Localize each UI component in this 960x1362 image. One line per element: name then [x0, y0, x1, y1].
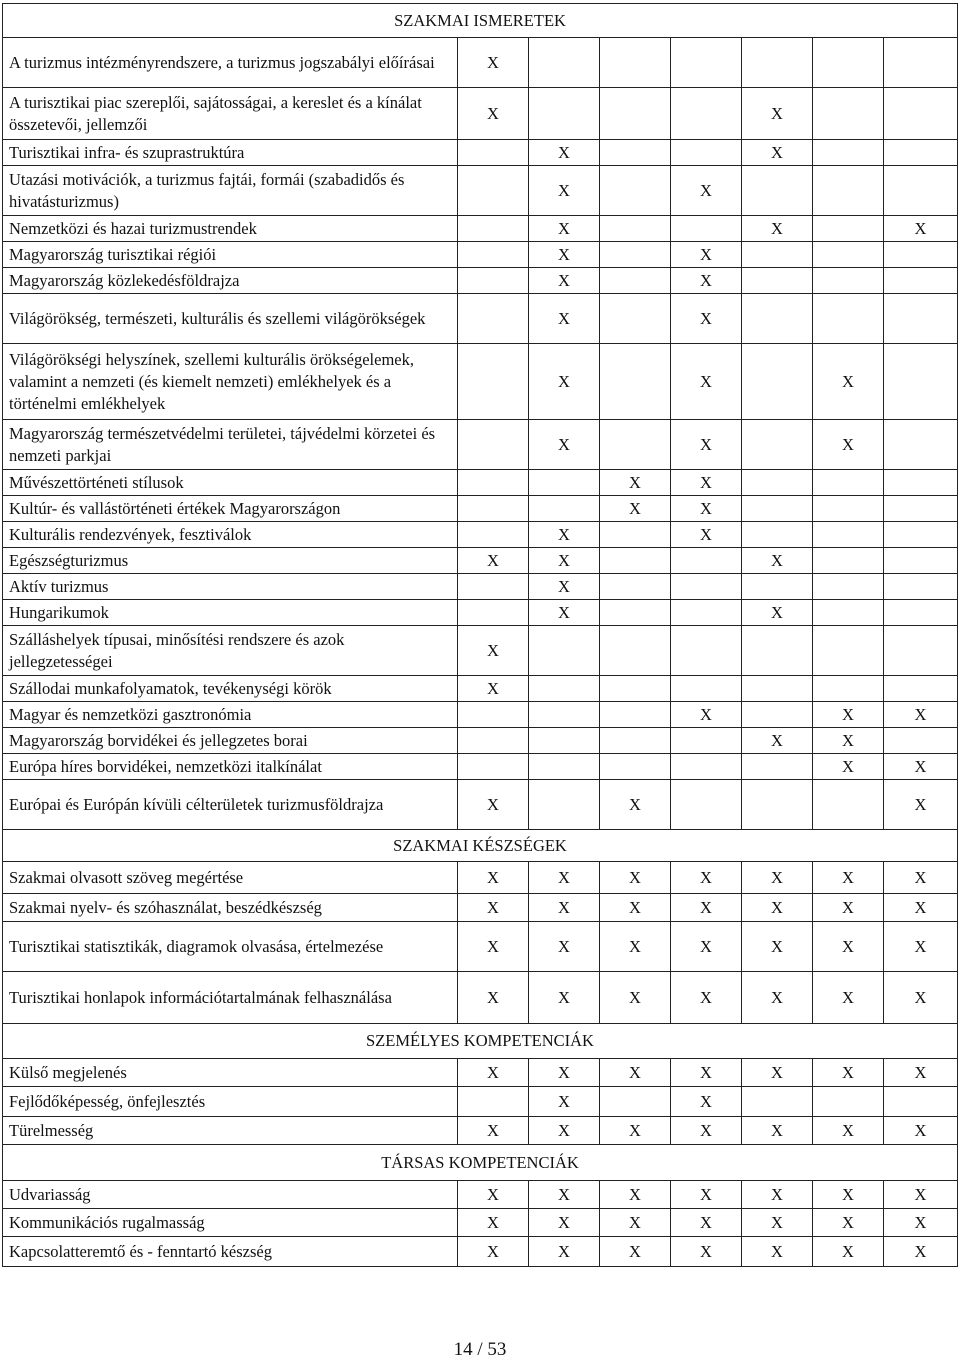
- mark-cell: X: [529, 922, 600, 972]
- mark-cell: [742, 166, 813, 216]
- mark-cell: [458, 496, 529, 522]
- mark-cell: [884, 548, 958, 574]
- row-label: Aktív turizmus: [3, 574, 458, 600]
- row-label: Fejlődőképesség, önfejlesztés: [3, 1087, 458, 1117]
- mark-cell: [742, 574, 813, 600]
- mark-cell: X: [458, 862, 529, 894]
- row-label: Kapcsolatteremtő és - fenntartó készség: [3, 1237, 458, 1267]
- mark-cell: [671, 38, 742, 88]
- mark-cell: [600, 600, 671, 626]
- mark-cell: X: [458, 626, 529, 676]
- mark-cell: [671, 754, 742, 780]
- mark-cell: [458, 1087, 529, 1117]
- mark-cell: X: [884, 1117, 958, 1145]
- mark-cell: [813, 626, 884, 676]
- mark-cell: [742, 242, 813, 268]
- mark-cell: X: [884, 1059, 958, 1087]
- table-row: [3, 922, 958, 972]
- mark-cell: X: [458, 894, 529, 922]
- mark-cell: [813, 676, 884, 702]
- section-title: SZAKMAI ISMERETEK: [3, 4, 958, 38]
- mark-cell: [458, 268, 529, 294]
- mark-cell: [458, 728, 529, 754]
- row-label: Türelmesség: [3, 1117, 458, 1145]
- mark-cell: X: [458, 88, 529, 140]
- mark-cell: X: [529, 344, 600, 420]
- mark-cell: X: [458, 548, 529, 574]
- mark-cell: X: [458, 1059, 529, 1087]
- section-title: SZAKMAI KÉSZSÉGEK: [3, 830, 958, 862]
- mark-cell: X: [813, 420, 884, 470]
- mark-cell: X: [742, 88, 813, 140]
- mark-cell: [671, 140, 742, 166]
- mark-cell: X: [529, 972, 600, 1024]
- table-row: [3, 420, 958, 470]
- mark-cell: [813, 242, 884, 268]
- mark-cell: X: [671, 496, 742, 522]
- mark-cell: X: [600, 1181, 671, 1209]
- row-label: Magyar és nemzetközi gasztronómia: [3, 702, 458, 728]
- mark-cell: [529, 676, 600, 702]
- mark-cell: [813, 548, 884, 574]
- mark-cell: [813, 88, 884, 140]
- mark-cell: [813, 294, 884, 344]
- mark-cell: [671, 574, 742, 600]
- mark-cell: [600, 166, 671, 216]
- mark-cell: [458, 216, 529, 242]
- table-row: [3, 728, 958, 754]
- row-label: Világörökségi helyszínek, szellemi kulturális örökségelemek, valamint a nemzeti (és kiemelt nemzeti) emlékhelyek és a történelmi emlékhelyek: [3, 344, 458, 420]
- table-row: [3, 344, 958, 420]
- row-label: Kulturális rendezvények, fesztiválok: [3, 522, 458, 548]
- mark-cell: [742, 1087, 813, 1117]
- mark-cell: [884, 88, 958, 140]
- mark-cell: [742, 780, 813, 830]
- mark-cell: X: [529, 1117, 600, 1145]
- row-label: Szállodai munkafolyamatok, tevékenységi körök: [3, 676, 458, 702]
- mark-cell: X: [671, 1059, 742, 1087]
- page-number: 14 / 53: [453, 1339, 507, 1360]
- row-label: Szakmai nyelv- és szóhasználat, beszédkészség: [3, 894, 458, 922]
- mark-cell: [529, 754, 600, 780]
- table-row: [3, 754, 958, 780]
- mark-cell: X: [742, 972, 813, 1024]
- mark-cell: X: [813, 728, 884, 754]
- mark-cell: [600, 38, 671, 88]
- mark-cell: X: [600, 470, 671, 496]
- mark-cell: [600, 268, 671, 294]
- mark-cell: X: [884, 754, 958, 780]
- row-label: Turisztikai infra- és szuprastruktúra: [3, 140, 458, 166]
- table-row: [3, 1059, 958, 1087]
- row-label: Európai és Európán kívüli célterületek turizmusföldrajza: [3, 780, 458, 830]
- mark-cell: [813, 216, 884, 242]
- mark-cell: X: [529, 140, 600, 166]
- mark-cell: X: [813, 1117, 884, 1145]
- mark-cell: X: [742, 1117, 813, 1145]
- mark-cell: X: [458, 1209, 529, 1237]
- mark-cell: [742, 420, 813, 470]
- mark-cell: X: [884, 922, 958, 972]
- table-row: [3, 1209, 958, 1237]
- mark-cell: [813, 1087, 884, 1117]
- table-row: [3, 676, 958, 702]
- mark-cell: X: [671, 702, 742, 728]
- mark-cell: X: [529, 166, 600, 216]
- table-row: [3, 1237, 958, 1267]
- mark-cell: [813, 140, 884, 166]
- table-row: [3, 216, 958, 242]
- mark-cell: X: [742, 1181, 813, 1209]
- mark-cell: X: [671, 1209, 742, 1237]
- mark-cell: X: [529, 1087, 600, 1117]
- mark-cell: X: [529, 420, 600, 470]
- mark-cell: [600, 242, 671, 268]
- row-label: Turisztikai statisztikák, diagramok olvasása, értelmezése: [3, 922, 458, 972]
- mark-cell: [742, 754, 813, 780]
- row-label: Magyarország turisztikai régiói: [3, 242, 458, 268]
- mark-cell: X: [742, 728, 813, 754]
- mark-cell: [600, 702, 671, 728]
- mark-cell: [458, 522, 529, 548]
- mark-cell: [600, 728, 671, 754]
- mark-cell: [600, 754, 671, 780]
- mark-cell: [884, 522, 958, 548]
- mark-cell: X: [600, 1209, 671, 1237]
- mark-cell: X: [813, 862, 884, 894]
- mark-cell: X: [671, 894, 742, 922]
- mark-cell: [884, 38, 958, 88]
- mark-cell: X: [884, 972, 958, 1024]
- table-row: [3, 574, 958, 600]
- row-label: Hungarikumok: [3, 600, 458, 626]
- mark-cell: X: [884, 862, 958, 894]
- table-row: [3, 242, 958, 268]
- table-row: [3, 548, 958, 574]
- mark-cell: X: [458, 780, 529, 830]
- mark-cell: [671, 780, 742, 830]
- mark-cell: X: [458, 972, 529, 1024]
- mark-cell: X: [671, 862, 742, 894]
- mark-cell: [813, 268, 884, 294]
- mark-cell: [529, 780, 600, 830]
- mark-cell: X: [884, 702, 958, 728]
- mark-cell: X: [529, 1181, 600, 1209]
- table-row: [3, 470, 958, 496]
- mark-cell: [600, 548, 671, 574]
- mark-cell: X: [458, 38, 529, 88]
- mark-cell: [458, 470, 529, 496]
- mark-cell: X: [884, 894, 958, 922]
- competency-matrix-table: [2, 3, 958, 1267]
- mark-cell: X: [671, 344, 742, 420]
- mark-cell: X: [529, 1059, 600, 1087]
- section-title: TÁRSAS KOMPETENCIÁK: [3, 1145, 958, 1181]
- mark-cell: X: [671, 268, 742, 294]
- mark-cell: [884, 676, 958, 702]
- mark-cell: [742, 268, 813, 294]
- mark-cell: [529, 470, 600, 496]
- mark-cell: X: [742, 922, 813, 972]
- mark-cell: [600, 626, 671, 676]
- mark-cell: [458, 344, 529, 420]
- mark-cell: [600, 676, 671, 702]
- mark-cell: X: [529, 1237, 600, 1267]
- mark-cell: [742, 470, 813, 496]
- mark-cell: X: [742, 216, 813, 242]
- row-label: Világörökség, természeti, kulturális és szellemi világörökségek: [3, 294, 458, 344]
- mark-cell: [884, 268, 958, 294]
- mark-cell: X: [813, 1181, 884, 1209]
- mark-cell: [742, 626, 813, 676]
- mark-cell: [671, 216, 742, 242]
- table-row: [3, 600, 958, 626]
- mark-cell: X: [671, 1181, 742, 1209]
- mark-cell: X: [813, 894, 884, 922]
- mark-cell: X: [742, 600, 813, 626]
- row-label: Szakmai olvasott szöveg megértése: [3, 862, 458, 894]
- mark-cell: X: [529, 548, 600, 574]
- mark-cell: X: [813, 972, 884, 1024]
- mark-cell: [529, 88, 600, 140]
- mark-cell: X: [529, 216, 600, 242]
- table-row: [3, 780, 958, 830]
- mark-cell: [458, 754, 529, 780]
- mark-cell: X: [671, 420, 742, 470]
- row-label: Utazási motivációk, a turizmus fajtái, formái (szabadidős és hivatásturizmus): [3, 166, 458, 216]
- mark-cell: [458, 600, 529, 626]
- mark-cell: [884, 242, 958, 268]
- table-row: [3, 862, 958, 894]
- mark-cell: [600, 294, 671, 344]
- mark-cell: X: [529, 574, 600, 600]
- mark-cell: X: [813, 702, 884, 728]
- mark-cell: [458, 574, 529, 600]
- mark-cell: X: [671, 1237, 742, 1267]
- section-header-row: [3, 830, 958, 862]
- mark-cell: X: [600, 922, 671, 972]
- table-row: [3, 166, 958, 216]
- mark-cell: [600, 1087, 671, 1117]
- mark-cell: X: [813, 922, 884, 972]
- mark-cell: X: [458, 1237, 529, 1267]
- mark-cell: [671, 626, 742, 676]
- mark-cell: [671, 548, 742, 574]
- mark-cell: [884, 140, 958, 166]
- mark-cell: [884, 626, 958, 676]
- mark-cell: X: [529, 894, 600, 922]
- mark-cell: X: [671, 922, 742, 972]
- row-label: Európa híres borvidékei, nemzetközi italkínálat: [3, 754, 458, 780]
- mark-cell: [458, 702, 529, 728]
- mark-cell: [529, 496, 600, 522]
- row-label: Turisztikai honlapok információtartalmának felhasználása: [3, 972, 458, 1024]
- mark-cell: [884, 294, 958, 344]
- mark-cell: X: [813, 1059, 884, 1087]
- mark-cell: [813, 166, 884, 216]
- mark-cell: [813, 780, 884, 830]
- mark-cell: [813, 522, 884, 548]
- mark-cell: [600, 522, 671, 548]
- mark-cell: X: [600, 1059, 671, 1087]
- section-title: SZEMÉLYES KOMPETENCIÁK: [3, 1024, 958, 1059]
- mark-cell: [884, 166, 958, 216]
- mark-cell: X: [529, 600, 600, 626]
- table-row: [3, 1181, 958, 1209]
- table-row: [3, 894, 958, 922]
- mark-cell: X: [529, 294, 600, 344]
- mark-cell: X: [671, 972, 742, 1024]
- mark-cell: X: [742, 894, 813, 922]
- mark-cell: [884, 470, 958, 496]
- table-row: [3, 626, 958, 676]
- mark-cell: [600, 574, 671, 600]
- mark-cell: [742, 676, 813, 702]
- mark-cell: X: [671, 470, 742, 496]
- mark-cell: X: [813, 1209, 884, 1237]
- mark-cell: X: [529, 268, 600, 294]
- mark-cell: [884, 600, 958, 626]
- mark-cell: X: [884, 780, 958, 830]
- mark-cell: [813, 470, 884, 496]
- mark-cell: [884, 574, 958, 600]
- mark-cell: X: [529, 242, 600, 268]
- row-label: Nemzetközi és hazai turizmustrendek: [3, 216, 458, 242]
- table-row: [3, 38, 958, 88]
- table-row: [3, 1117, 958, 1145]
- mark-cell: X: [529, 522, 600, 548]
- mark-cell: X: [458, 922, 529, 972]
- mark-cell: [884, 420, 958, 470]
- mark-cell: [671, 600, 742, 626]
- table-row: [3, 140, 958, 166]
- mark-cell: [529, 728, 600, 754]
- mark-cell: [813, 574, 884, 600]
- mark-cell: [529, 38, 600, 88]
- mark-cell: X: [458, 1117, 529, 1145]
- mark-cell: [884, 1087, 958, 1117]
- table-row: [3, 268, 958, 294]
- mark-cell: [671, 728, 742, 754]
- mark-cell: [458, 242, 529, 268]
- mark-cell: X: [884, 1237, 958, 1267]
- mark-cell: [742, 702, 813, 728]
- row-label: A turizmus intézményrendszere, a turizmus jogszabályi előírásai: [3, 38, 458, 88]
- mark-cell: [813, 600, 884, 626]
- mark-cell: X: [529, 862, 600, 894]
- table-row: [3, 972, 958, 1024]
- row-label: Magyarország borvidékei és jellegzetes borai: [3, 728, 458, 754]
- table-row: [3, 294, 958, 344]
- mark-cell: [742, 496, 813, 522]
- competency-matrix-body: [3, 4, 958, 1267]
- mark-cell: X: [600, 972, 671, 1024]
- mark-cell: [884, 496, 958, 522]
- row-label: Kommunikációs rugalmasság: [3, 1209, 458, 1237]
- mark-cell: [671, 88, 742, 140]
- mark-cell: X: [671, 166, 742, 216]
- mark-cell: X: [458, 1181, 529, 1209]
- mark-cell: X: [671, 242, 742, 268]
- mark-cell: X: [884, 1181, 958, 1209]
- mark-cell: [529, 702, 600, 728]
- row-label: Udvariasság: [3, 1181, 458, 1209]
- row-label: A turisztikai piac szereplői, sajátosságai, a kereslet és a kínálat összetevői, jellemzői: [3, 88, 458, 140]
- row-label: Külső megjelenés: [3, 1059, 458, 1087]
- mark-cell: X: [671, 294, 742, 344]
- section-header-row: [3, 1024, 958, 1059]
- mark-cell: [671, 676, 742, 702]
- row-label: Kultúr- és vallástörténeti értékek Magyarországon: [3, 496, 458, 522]
- mark-cell: X: [742, 1059, 813, 1087]
- table-row: [3, 1087, 958, 1117]
- mark-cell: [813, 496, 884, 522]
- mark-cell: [742, 344, 813, 420]
- table-row: [3, 522, 958, 548]
- mark-cell: X: [884, 1209, 958, 1237]
- mark-cell: X: [600, 780, 671, 830]
- mark-cell: [458, 166, 529, 216]
- mark-cell: X: [813, 754, 884, 780]
- mark-cell: [742, 38, 813, 88]
- row-label: Szálláshelyek típusai, minősítési rendszere és azok jellegzetességei: [3, 626, 458, 676]
- section-header-row: [3, 4, 958, 38]
- mark-cell: X: [742, 862, 813, 894]
- mark-cell: [529, 626, 600, 676]
- mark-cell: X: [742, 1209, 813, 1237]
- mark-cell: [884, 728, 958, 754]
- mark-cell: X: [600, 862, 671, 894]
- mark-cell: [884, 344, 958, 420]
- mark-cell: X: [671, 1117, 742, 1145]
- mark-cell: X: [813, 1237, 884, 1267]
- mark-cell: [458, 140, 529, 166]
- mark-cell: X: [600, 496, 671, 522]
- row-label: Művészettörténeti stílusok: [3, 470, 458, 496]
- mark-cell: [600, 420, 671, 470]
- mark-cell: X: [671, 522, 742, 548]
- mark-cell: [742, 294, 813, 344]
- mark-cell: [458, 294, 529, 344]
- row-label: Egészségturizmus: [3, 548, 458, 574]
- mark-cell: X: [458, 676, 529, 702]
- mark-cell: X: [600, 894, 671, 922]
- mark-cell: [458, 420, 529, 470]
- mark-cell: X: [529, 1209, 600, 1237]
- table-row: [3, 702, 958, 728]
- mark-cell: X: [884, 216, 958, 242]
- mark-cell: X: [600, 1117, 671, 1145]
- mark-cell: [600, 344, 671, 420]
- mark-cell: X: [742, 140, 813, 166]
- table-row: [3, 88, 958, 140]
- mark-cell: [742, 522, 813, 548]
- mark-cell: X: [742, 1237, 813, 1267]
- mark-cell: X: [813, 344, 884, 420]
- mark-cell: [600, 140, 671, 166]
- row-label: Magyarország közlekedésföldrajza: [3, 268, 458, 294]
- section-header-row: [3, 1145, 958, 1181]
- mark-cell: [600, 88, 671, 140]
- mark-cell: X: [742, 548, 813, 574]
- mark-cell: X: [600, 1237, 671, 1267]
- table-row: [3, 496, 958, 522]
- mark-cell: [600, 216, 671, 242]
- mark-cell: X: [671, 1087, 742, 1117]
- mark-cell: [813, 38, 884, 88]
- row-label: Magyarország természetvédelmi területei, tájvédelmi körzetei és nemzeti parkjai: [3, 420, 458, 470]
